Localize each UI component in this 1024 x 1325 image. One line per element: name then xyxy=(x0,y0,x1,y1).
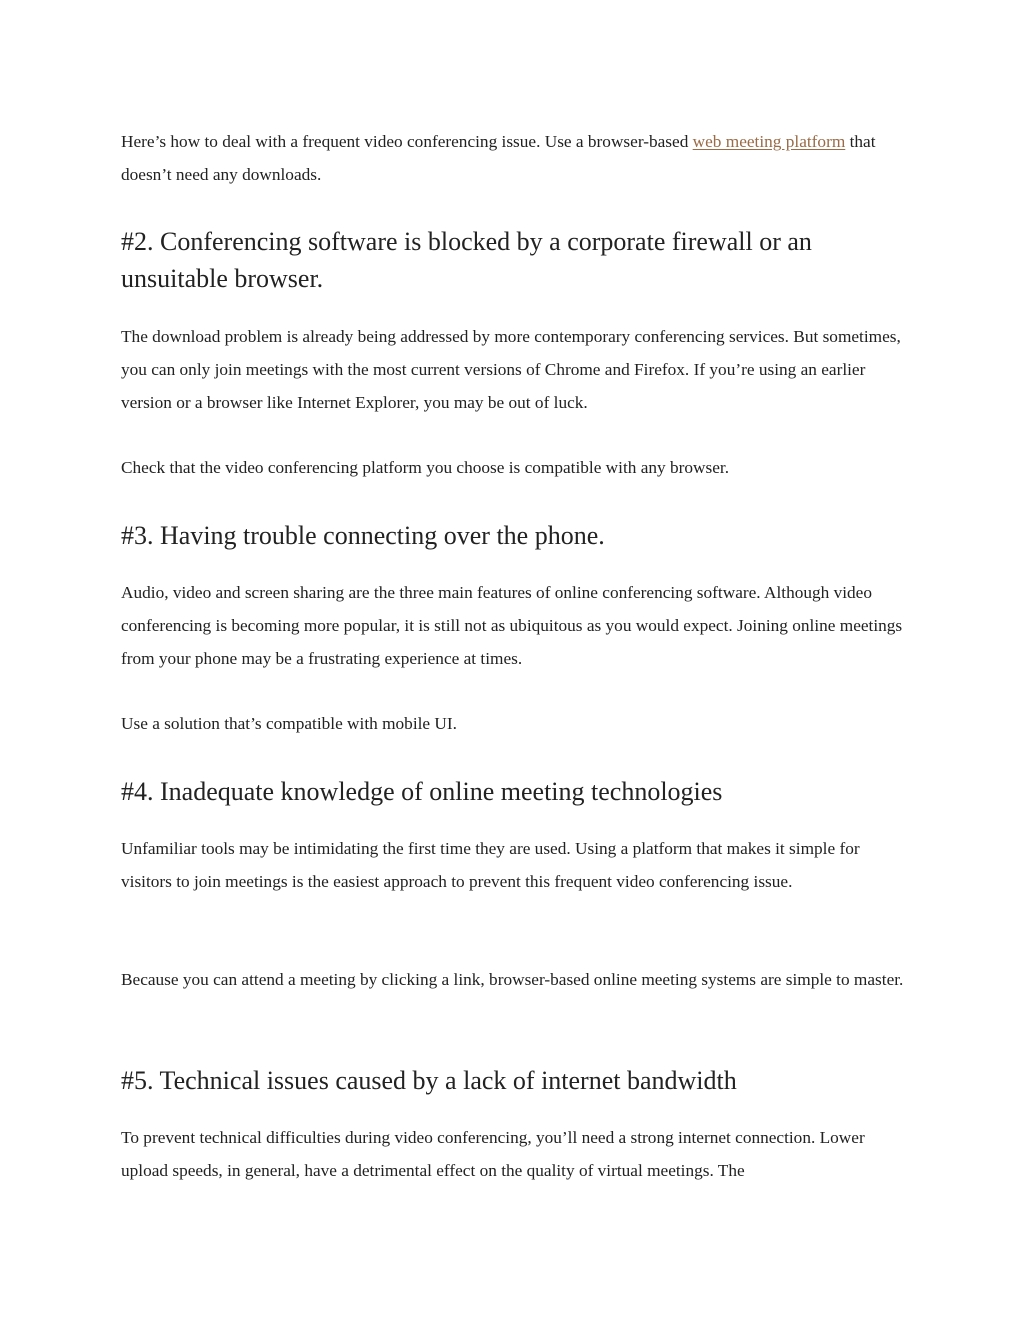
intro-text-before-link: Here’s how to deal with a frequent video conferencing issue. Use a browser-based xyxy=(121,132,693,151)
section-4-heading: #4. Inadequate knowledge of online meeting technologies xyxy=(121,777,723,806)
section-2-heading: #2. Conferencing software is blocked by a corporate firewall or an unsuitable browser. xyxy=(121,227,812,293)
section-3-heading: #3. Having trouble connecting over the phone. xyxy=(121,521,605,550)
intro-paragraph xyxy=(121,126,911,192)
section-5-heading: #5. Technical issues caused by a lack of internet bandwidth xyxy=(121,1066,737,1095)
section-5-paragraph-1: To prevent technical difficulties during video conferencing, you’ll need a strong internet connection. Lower upload speeds, in general, have a detrimental effect on the quality of virtual meetings. The xyxy=(121,1128,865,1180)
web-meeting-platform-link[interactable]: web meeting platform xyxy=(692,132,846,151)
section-3-paragraph-1: Audio, video and screen sharing are the three main features of online conferencing software. Although video conferencing is becoming more popular, it is still not as ubiquitous as you would expect. Joining online meetings from your phone may be a frustrating experience at times. xyxy=(121,583,903,668)
section-4-paragraph-1: Unfamiliar tools may be intimidating the first time they are used. Using a platform that makes it simple for visitors to join meetings is the easiest approach to prevent this frequent video conferencing issue. xyxy=(121,839,860,891)
section-2-paragraph-1: The download problem is already being addressed by more contemporary conferencing services. But sometimes, you can only join meetings with the most current versions of Chrome and Firefox. If you’re using an earlier version or a browser like Internet Explorer, you may be out of luck. xyxy=(121,327,901,412)
section-3-paragraph-2: Use a solution that’s compatible with mobile UI. xyxy=(121,714,457,733)
section-2-paragraph-2: Check that the video conferencing platform you choose is compatible with any browser. xyxy=(121,458,730,477)
intro-text-after-link: that doesn’t need any downloads. xyxy=(121,132,876,184)
section-4-paragraph-2: Because you can attend a meeting by clicking a link, browser-based online meeting systems are simple to master. xyxy=(121,970,904,989)
